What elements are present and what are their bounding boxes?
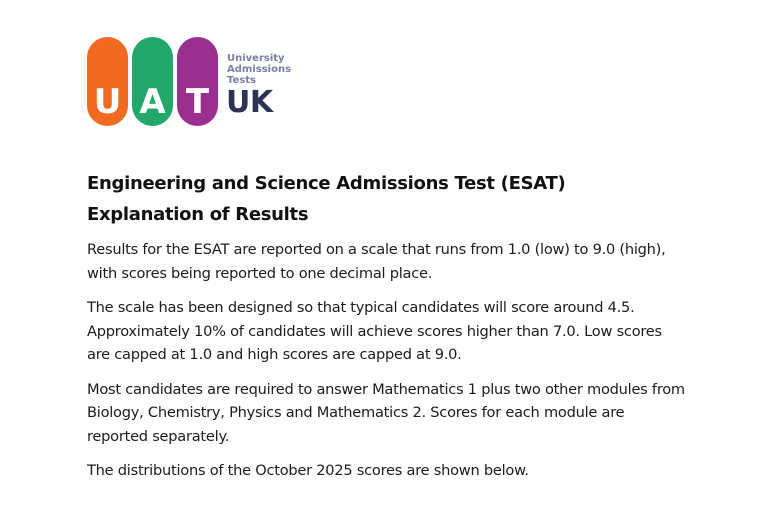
paragraph-modules: Most candidates are required to answer Mathematics 1 plus two other modules from Biology, Chemistry, Physics and Mathematics 2. Scores for each module are reported separately. <box>87 380 685 445</box>
paragraph-typical-scores: The scale has been designed so that typical candidates will score around 4.5. Approximately 10% of candidates will achieve scores higher than 7.0. Low scores are capped at 1.0 and high scores are capped at 9.0. <box>87 299 662 363</box>
logo-brand-line-university: University <box>227 53 285 64</box>
paragraph-distributions: The distributions of the October 2025 scores are shown below. <box>87 462 529 479</box>
logo-letter-t: T <box>185 82 210 122</box>
logo-pill-a <box>132 37 173 126</box>
document-title: Engineering and Science Admissions Test (ESAT) <box>87 173 566 194</box>
logo-pill-t <box>177 37 218 126</box>
logo-brand-line-admissions: Admissions <box>227 64 292 75</box>
logo-pill-u <box>87 37 128 126</box>
logo-letter-u: U <box>93 82 122 122</box>
document-subtitle: Explanation of Results <box>87 204 309 225</box>
document-content <box>87 168 687 494</box>
logo-brand-text <box>227 53 291 86</box>
document-body <box>87 238 687 483</box>
logo-brand-uk: UK <box>226 85 273 120</box>
uat-uk-logo <box>87 37 307 127</box>
logo-letter-a: A <box>139 82 166 122</box>
paragraph-scale: Results for the ESAT are reported on a scale that runs from 1.0 (low) to 9.0 (high), with scores being reported to one decimal place. <box>87 241 666 282</box>
logo-brand-line-tests: Tests <box>227 75 256 86</box>
